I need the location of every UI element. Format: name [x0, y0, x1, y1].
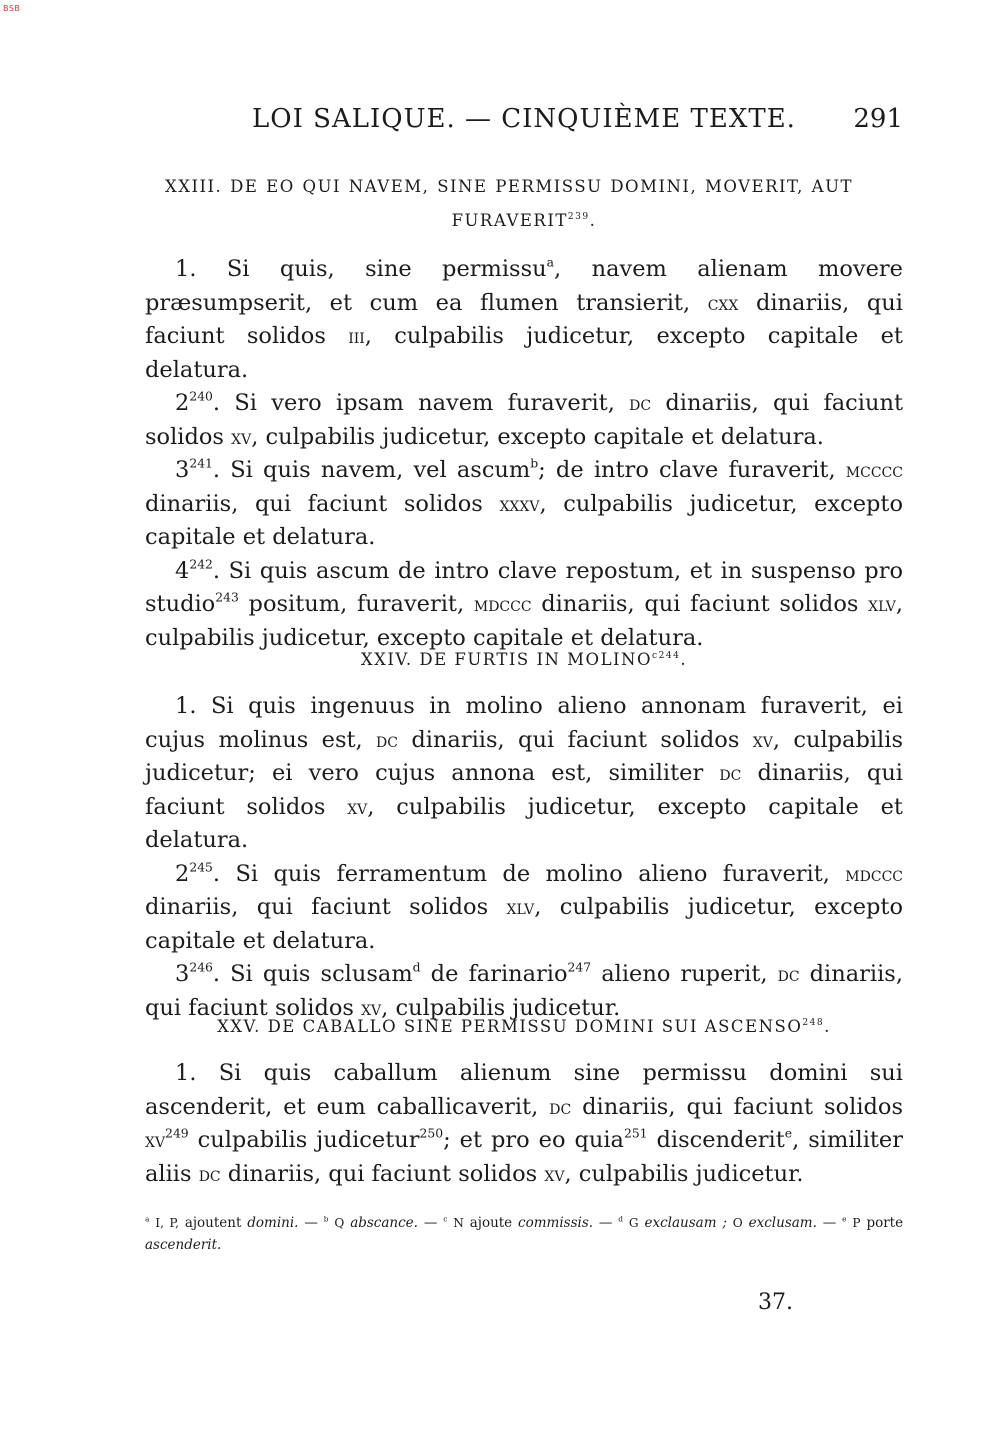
- section-heading-xxiv: XXIV. DE FURTIS IN $MOLINO^{c244}$.: [360, 650, 688, 669]
- page-header: [145, 104, 903, 140]
- footnote-a: $^a$ I, P, ajoutent domini.: [145, 1214, 299, 1231]
- paragraph: 1. Si quis, sine permissu$^a$, navem alienam movere præsumpserit, et cum ea flumen transierit, cxx dinariis, qui faciunt solidos iii, culpabilis judicetur, excepto capitale et delatura.: [145, 255, 903, 383]
- footnote-e: $^e$ P porte ascenderit.: [145, 1214, 904, 1253]
- heading-line-2: FURAVERIT$^{239}$.: [451, 211, 597, 230]
- paragraph: $4^{242}$. Si quis ascum de intro clave repostum, et in suspenso pro studio$^{243}$ positum, furaverit, mdccc dinariis, qui faciunt solidos xlv, culpabilis judicetur, excepto capitale et delatura.: [145, 557, 903, 651]
- paragraph: $2^{245}$. Si quis ferramentum de molino alieno furaverit, mdccc dinariis, qui faciunt solidos xlv, culpabilis judicetur, excepto capitale et delatura.: [145, 860, 904, 954]
- heading-line-1: XXIII. DE EO QUI NAVEM, SINE PERMISSU DOMINI, MOVERIT, AUT: [165, 177, 853, 196]
- page-number: 291: [853, 104, 903, 134]
- running-title: LOI SALIQUE. — CINQUIÈME TEXTE.: [252, 104, 796, 134]
- signature-mark: 37.: [758, 1290, 793, 1315]
- footnote-c: $^c$ N ajoute commissis.: [443, 1214, 594, 1231]
- paragraph: $3^{241}$. Si quis navem, vel ascum$^b$; de intro clave furaverit, mcccc dinariis, qui faciunt solidos xxxv, culpabilis judicetur, excepto capitale et delatura.: [145, 456, 903, 550]
- section-body-xxiii: [145, 253, 903, 655]
- section-body-xxv: [145, 1057, 903, 1191]
- section-heading-xxv: XXV. DE CABALLO SINE PERMISSU DOMINI SUI ASCENSO$^{248}$.: [217, 1017, 831, 1036]
- footnote-d: $^d$ G exclausam ; O exclusam.: [618, 1214, 817, 1231]
- library-stamp: BSB: [3, 4, 21, 13]
- paragraph: 1. Si quis ingenuus in molino alieno annonam furaverit, ei cujus molinus est, dc dinariis, qui faciunt solidos xv, culpabilis judicetur; ei vero cujus annona est, similiter dc dinariis, qui faciunt solidos xv, culpabilis judicetur, excepto capitale et delatura.: [145, 693, 904, 853]
- paragraph: 1. Si quis caballum alienum sine permissu domini sui ascenderit, et eum caballicaverit, dc dinariis, qui faciunt solidos $xv^{249}$ culpabilis judicetur$^{250}$; et pro eo quia$^{251}$ discenderit$^e$, similiter aliis dc dinariis, qui faciunt solidos xv, culpabilis judicetur.: [145, 1060, 904, 1187]
- footnotes: $^a$ I, P, ajoutent domini. — $^b$ Q abscance. — $^c$ N ajoute commissis. — $^d$ G exclausam ; O exclusam. — $^e$ P porte ascenderit.: [145, 1214, 904, 1253]
- section-heading-xxiii: [145, 170, 903, 238]
- paragraph: $3^{246}$. Si quis sclusam$^d$ de farinario$^{247}$ alieno ruperit, dc dinariis, qui faciunt solidos xv, culpabilis judicetur.: [145, 960, 903, 1021]
- footnote-b: $^b$ Q abscance.: [323, 1214, 418, 1231]
- paragraph: $2^{240}$. Si vero ipsam navem furaverit, dc dinariis, qui faciunt solidos xv, culpabilis judicetur, excepto capitale et delatura.: [145, 389, 904, 450]
- section-body-xxiv: [145, 690, 903, 1025]
